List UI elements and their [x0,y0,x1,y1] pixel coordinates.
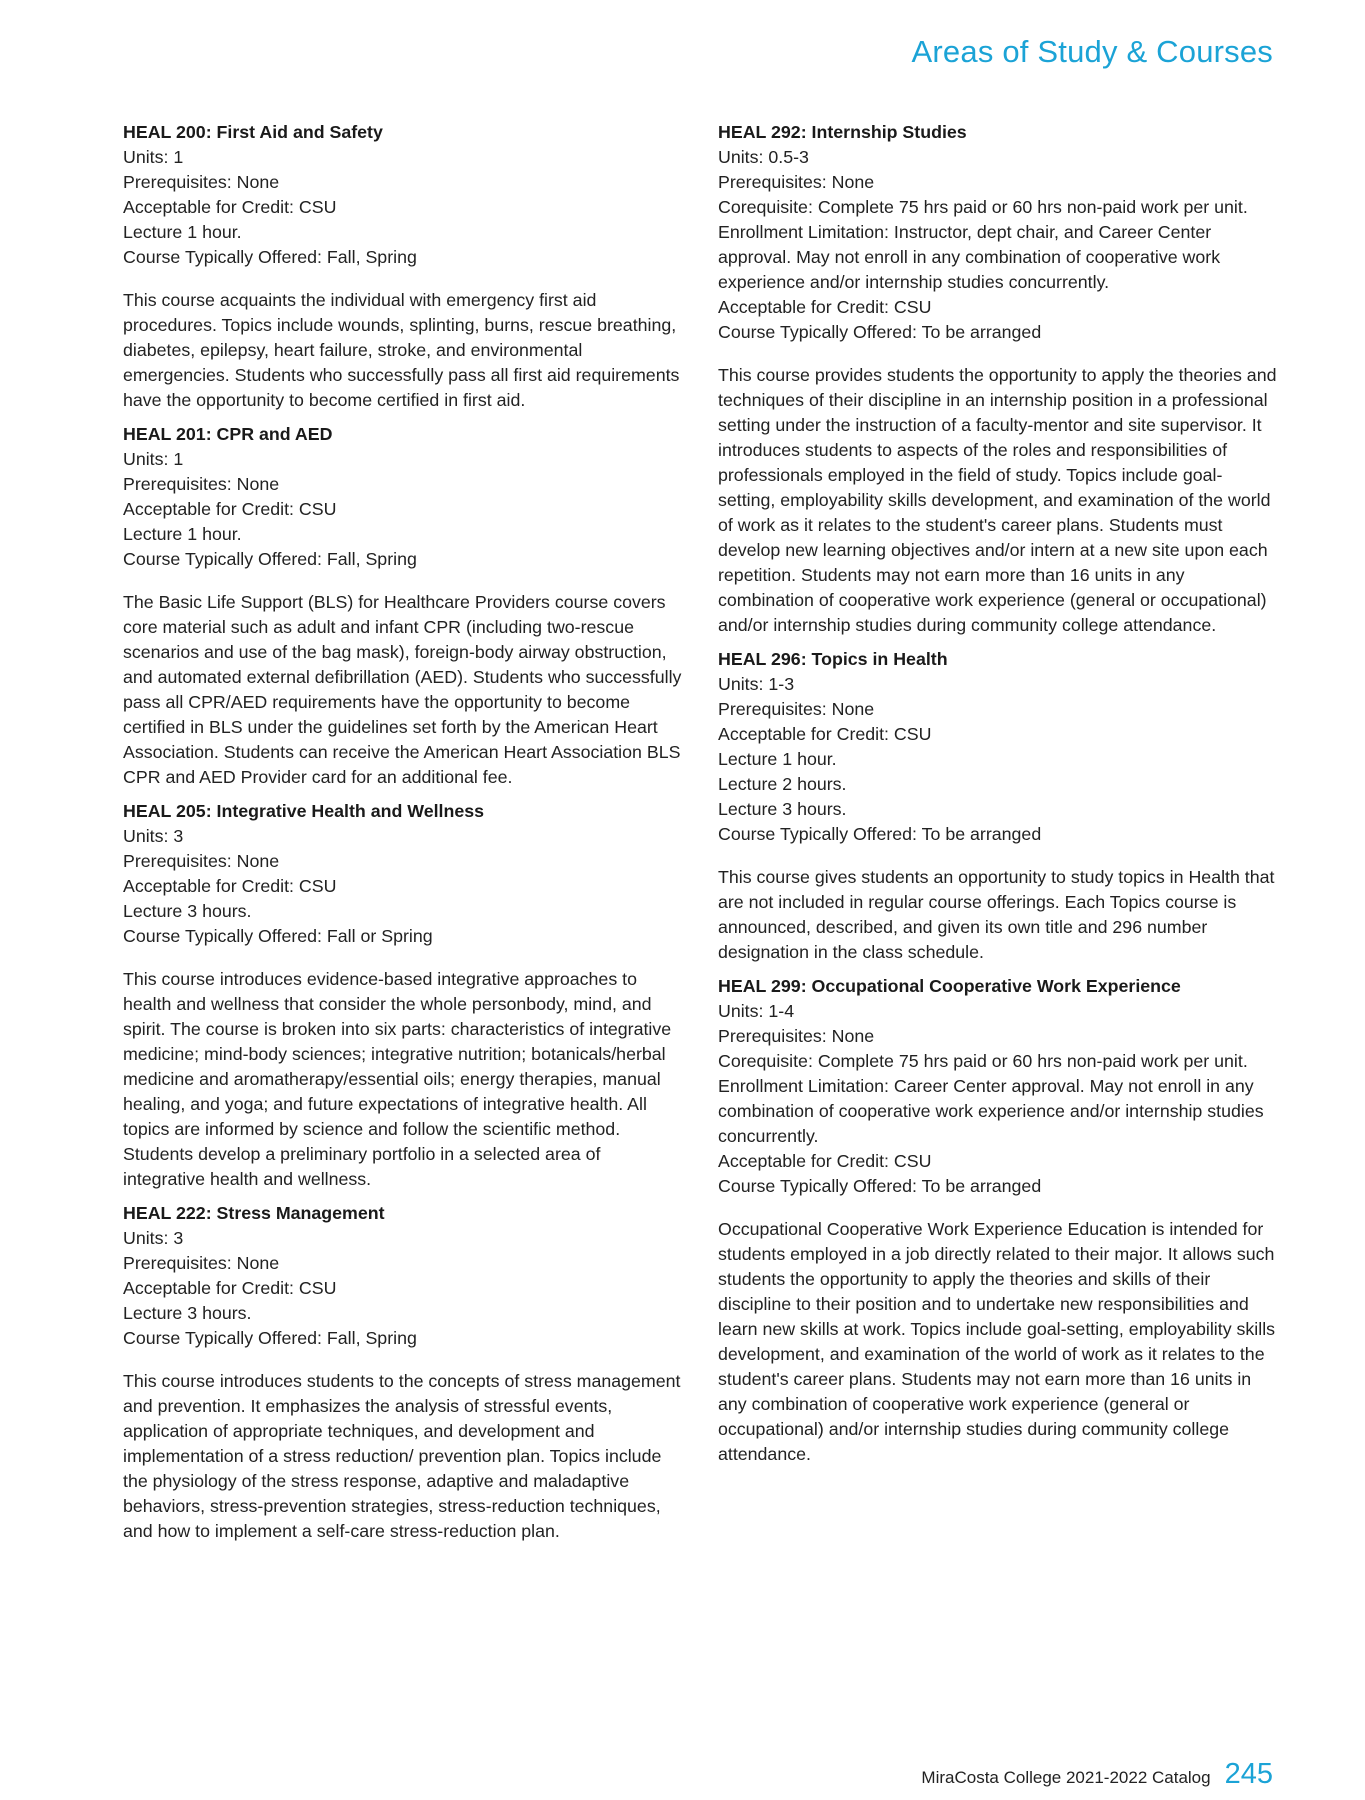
course-offered: Course Typically Offered: Fall, Spring [123,549,417,569]
course-lecture: Lecture 1 hour. [718,749,837,769]
left-column [123,120,683,1553]
course-description: Occupational Cooperative Work Experience Education is intended for students employed in a job directly related to their major. It allows such students the opportunity to apply the theories and skills of their discipline to their position and to undertake new responsibilities and learn new skills at work. Topics include goal-setting, employability skills development, and examination of the world of work as it relates to the student's career plans. Students may not earn more than 16 units in any combination of cooperative work experience (general or occupational) and/or internship studies during community college attendance. [718,1219,1276,1464]
course-offered: Course Typically Offered: Fall, Spring [123,247,417,267]
course-prerequisites: Prerequisites: None [123,1253,280,1273]
course-units: Units: 3 [123,826,184,846]
course-prerequisites: Prerequisites: None [123,851,280,871]
course-title: HEAL 222: Stress Management [123,1203,385,1223]
course-units: Units: 1 [123,147,184,167]
course-description: This course introduces evidence-based integrative approaches to health and wellness that consider the whole personbody, mind, and spirit. The course is broken into six parts: characteristics of integrative medicine; mind-body sciences; integrative nutrition; botanicals/herbal medicine and aromatherapy/essential oils; energy therapies, manual healing, and yoga; and future expectations of integrative health. All topics are informed by science and follow the scientific method. Students develop a preliminary portfolio in a selected area of integrative health and wellness. [123,969,672,1189]
course-units: Units: 0.5-3 [718,147,809,167]
course-entry [123,422,683,790]
course-lecture: Lecture 3 hours. [123,1303,252,1323]
course-prerequisites: Prerequisites: None [718,699,875,719]
course-title: HEAL 205: Integrative Health and Wellness [123,801,485,821]
course-entry [718,974,1278,1467]
course-entry [718,120,1278,638]
course-entry [123,799,683,1192]
course-lecture: Lecture 1 hour. [123,222,242,242]
course-credit: Acceptable for Credit: CSU [123,499,337,519]
course-prerequisites: Prerequisites: None [718,1026,875,1046]
course-title: HEAL 200: First Aid and Safety [123,122,383,142]
course-lecture: Lecture 3 hours. [123,901,252,921]
course-units: Units: 1-4 [718,1001,795,1021]
course-entry [718,647,1278,965]
course-lecture: Lecture 3 hours. [718,799,847,819]
course-offered: Course Typically Offered: To be arranged [718,1176,1042,1196]
course-enrollment-limitation: Enrollment Limitation: Career Center approval. May not enroll in any combination of cooperative work experience and/or internship studies concurrently. [718,1076,1264,1146]
course-units: Units: 1-3 [718,674,795,694]
course-title: HEAL 292: Internship Studies [718,122,967,142]
course-description: This course acquaints the individual with emergency first aid procedures. Topics include wounds, splinting, burns, rescue breathing, diabetes, epilepsy, heart failure, stroke, and environmental emergencies. Students who successfully pass all first aid requirements have the opportunity to become certified in first aid. [123,290,680,410]
course-description: The Basic Life Support (BLS) for Healthcare Providers course covers core material such as adult and infant CPR (including two-rescue scenarios and use of the bag mask), foreign-body airway obstruction, and automated external defibrillation (AED). Students who successfully pass all CPR/AED requirements have the opportunity to become certified in BLS under the guidelines set forth by the American Heart Association. Students can receive the American Heart Association BLS CPR and AED Provider card for an additional fee. [123,592,682,787]
course-enrollment-limitation: Enrollment Limitation: Instructor, dept chair, and Career Center approval. May not enroll in any combination of cooperative work experience and/or internship studies concurrently. [718,222,1221,292]
course-title: HEAL 296: Topics in Health [718,649,948,669]
course-title: HEAL 201: CPR and AED [123,424,333,444]
course-offered: Course Typically Offered: Fall, Spring [123,1328,417,1348]
right-column [718,120,1278,1476]
page-section-title: Areas of Study & Courses [911,34,1273,69]
course-offered: Course Typically Offered: To be arranged [718,322,1042,342]
course-entry [123,120,683,413]
course-units: Units: 3 [123,1228,184,1248]
course-title: HEAL 299: Occupational Cooperative Work Experience [718,976,1181,996]
course-credit: Acceptable for Credit: CSU [718,297,932,317]
page-footer [921,1758,1273,1798]
course-lecture: Lecture 2 hours. [718,774,847,794]
course-credit: Acceptable for Credit: CSU [123,876,337,896]
course-prerequisites: Prerequisites: None [123,172,280,192]
course-entry [123,1201,683,1544]
course-prerequisites: Prerequisites: None [718,172,875,192]
page-number: 245 [1224,1758,1273,1790]
course-lecture: Lecture 1 hour. [123,524,242,544]
course-description: This course introduces students to the concepts of stress management and prevention. It emphasizes the analysis of stressful events, application of appropriate techniques, and development and implementation of a stress reduction/ prevention plan. Topics include the physiology of the stress response, adaptive and maladaptive behaviors, stress-prevention strategies, stress-reduction techniques, and how to implement a self-care stress-reduction plan. [123,1371,681,1541]
catalog-name: MiraCosta College 2021-2022 Catalog [921,1768,1211,1787]
course-units: Units: 1 [123,449,184,469]
course-credit: Acceptable for Credit: CSU [123,197,337,217]
course-prerequisites: Prerequisites: None [123,474,280,494]
course-credit: Acceptable for Credit: CSU [718,1151,932,1171]
course-corequisite: Corequisite: Complete 75 hrs paid or 60 hrs non-paid work per unit. [718,197,1248,217]
course-description: This course provides students the opportunity to apply the theories and techniques of their discipline in an internship position in a professional setting under the instruction of a faculty-mentor and site supervisor. It introduces students to aspects of the roles and responsibilities of professionals employed in the field of study. Topics include goal-setting, employability skills development, and examination of the world of work as it relates to the student's career plans. Students must develop new learning objectives and/or intern at a new site upon each repetition. Students may not earn more than 16 units in any combination of cooperative work experience (general or occupational) and/or internship studies during community college attendance. [718,365,1277,635]
course-credit: Acceptable for Credit: CSU [123,1278,337,1298]
course-offered: Course Typically Offered: To be arranged [718,824,1042,844]
course-description: This course gives students an opportunity to study topics in Health that are not included in regular course offerings. Each Topics course is announced, described, and given its own title and 296 number designation in the class schedule. [718,867,1275,962]
course-corequisite: Corequisite: Complete 75 hrs paid or 60 hrs non-paid work per unit. [718,1051,1248,1071]
course-credit: Acceptable for Credit: CSU [718,724,932,744]
course-offered: Course Typically Offered: Fall or Spring [123,926,433,946]
